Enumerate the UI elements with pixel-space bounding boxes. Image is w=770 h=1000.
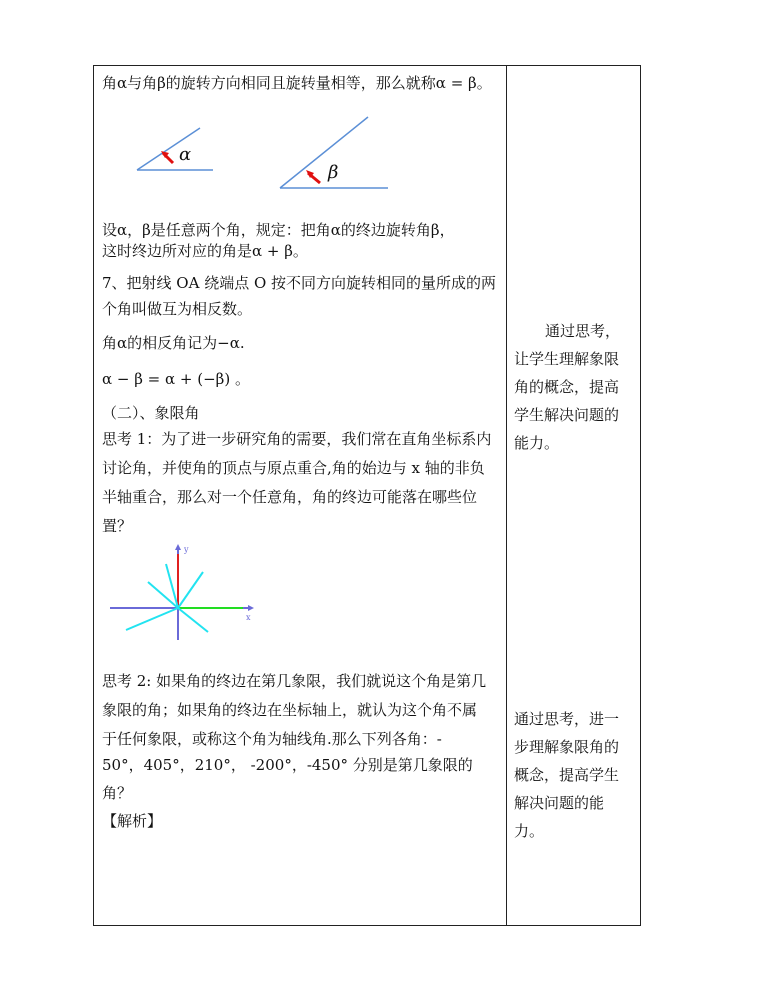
y-axis-label: y <box>184 545 189 554</box>
note1-line1: 通过思考， <box>545 322 621 340</box>
think2-line2: 象限的角；如果角的终边在坐标轴上，就认为这个角不属 <box>102 701 478 719</box>
alpha-label: α <box>179 144 192 165</box>
alpha-angle-figure <box>135 125 225 180</box>
column-divider <box>506 65 507 926</box>
think2-line3: 于任何象限，或称这个角为轴线角.那么下列各角：- <box>102 730 442 748</box>
sum-definition-line2: 这时终边所对应的角是α + β。 <box>102 242 308 260</box>
angle-equality-text: 角α与角β的旋转方向相同且旋转量相等，那么就称α = β。 <box>102 74 492 92</box>
think1-line1: 思考 1：为了进一步研究角的需要，我们常在直角坐标系内 <box>102 430 492 448</box>
note2-line1: 通过思考，进一 <box>514 710 620 728</box>
terminal-sides-figure <box>108 542 258 642</box>
think2-line4: 50°，405°，210°， -200°，-450° 分别是第几象限的 <box>102 756 473 774</box>
beta-label: β <box>328 162 339 183</box>
difference-formula: α − β = α + (−β) 。 <box>102 370 250 388</box>
note2-line2: 步理解象限角的 <box>514 738 620 756</box>
x-axis-label: x <box>246 613 251 622</box>
note1-line3: 角的概念，提高 <box>514 378 620 396</box>
opposite-angle-text: 角α的相反角记为−α. <box>102 334 245 352</box>
think1-line4: 置？ <box>102 517 133 535</box>
note1-line5: 能力。 <box>514 434 560 452</box>
item7-line2: 个角叫做互为相反数。 <box>102 300 253 318</box>
note2-line3: 概念，提高学生 <box>514 766 620 784</box>
sum-definition-line1: 设α，β是任意两个角，规定：把角α的终边旋转角β， <box>102 221 455 239</box>
note2-line5: 力。 <box>514 822 545 840</box>
note1-line4: 学生解决问题的 <box>514 406 620 424</box>
note2-line4: 解决问题的能 <box>514 794 605 812</box>
think1-line3: 半轴重合，那么对一个任意角，角的终边可能落在哪些位 <box>102 488 478 506</box>
beta-angle-figure <box>278 115 393 195</box>
note1-line2: 让学生理解象限 <box>514 350 620 368</box>
item7-line1: 7、把射线 OA 绕端点 O 按不同方向旋转相同的量所成的两 <box>102 274 497 292</box>
think2-line5: 角？ <box>102 784 133 802</box>
analysis-heading: 【解析】 <box>102 812 163 830</box>
section-quadrant-angle: （二）、象限角 <box>102 404 200 422</box>
think1-line2: 讨论角，并使角的顶点与原点重合,角的始边与 x 轴的非负 <box>102 459 485 477</box>
think2-line1: 思考 2: 如果角的终边在第几象限，我们就说这个角是第几 <box>102 672 487 690</box>
